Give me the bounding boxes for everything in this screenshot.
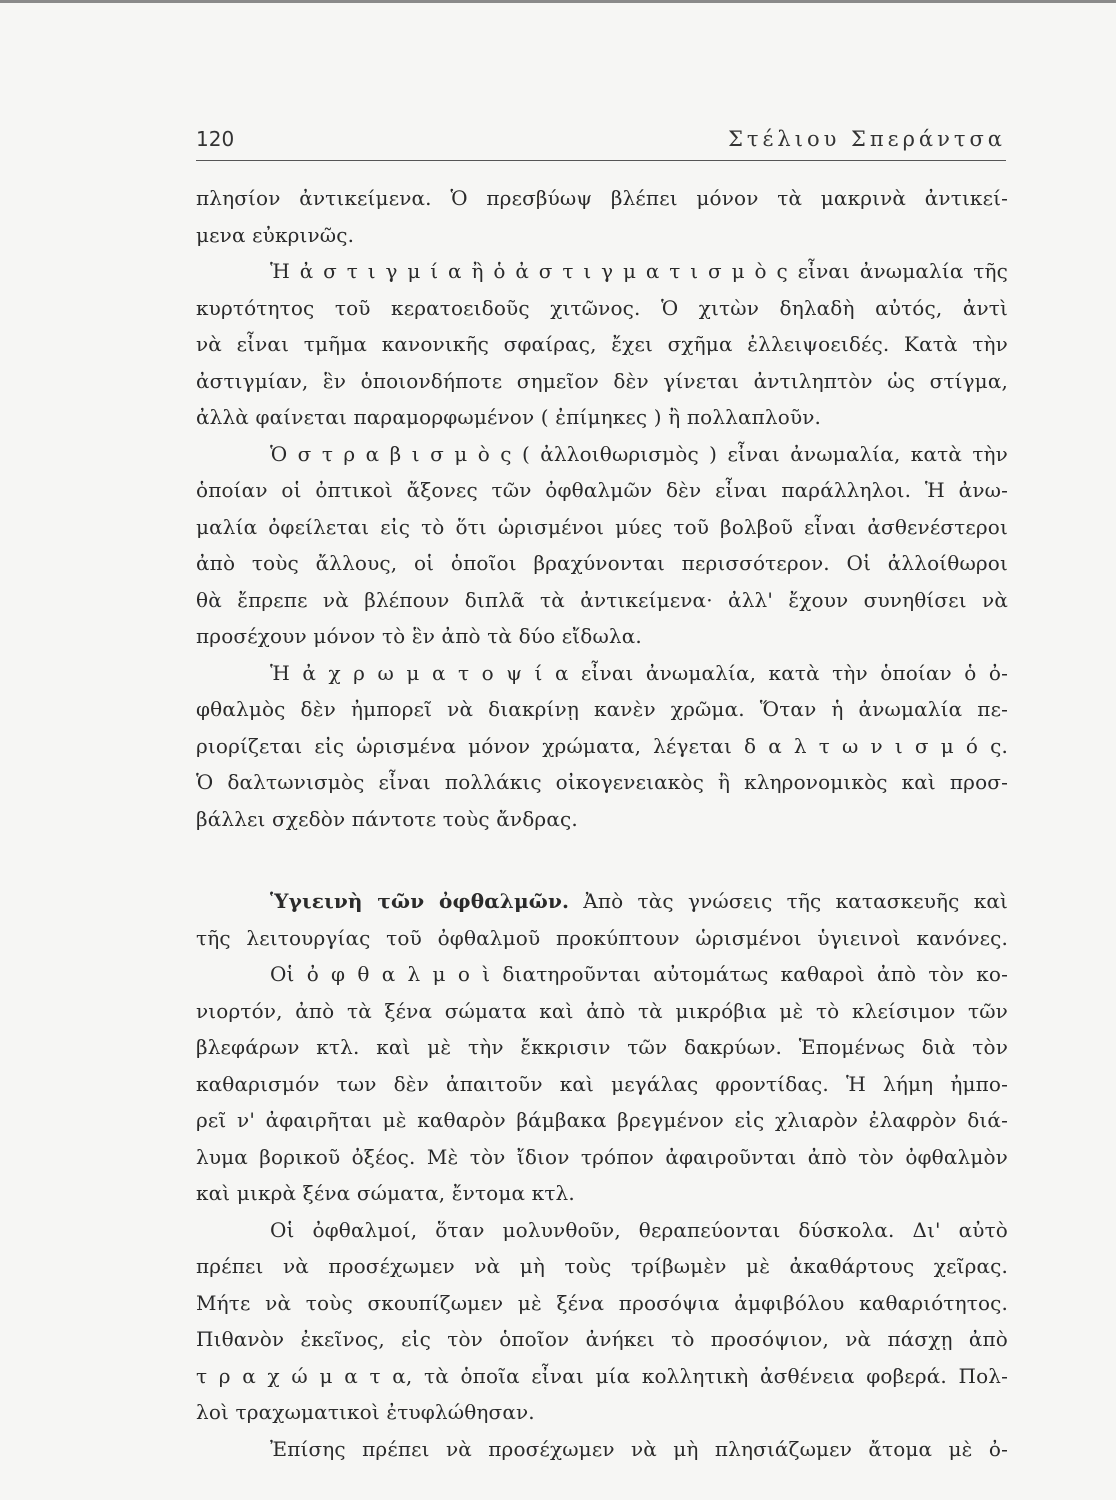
text-line: Πιθανὸν ἐκεῖνος, εἰς τὸν ὁποῖον ἀνήκει τὸ προσόψιον, νὰ πάσχῃ ἀπὸ (196, 1327, 1008, 1351)
text-line: Ἐπίσης πρέπει νὰ προσέχωμεν νὰ μὴ πλησιάζωμεν ἄτομα μὲ ὀ- (270, 1436, 1008, 1461)
text-line: φθαλμὸς δὲν ἠμπορεῖ νὰ διακρίνῃ κανὲν χρῶμα. Ὅταν ἡ ἀνωμαλία πε- (196, 697, 1008, 721)
section-heading-rest: Ἀπὸ τὰς γνώσεις τῆς κατασκευῆς καὶ (569, 889, 1008, 913)
text-line: Οἱ ὀ φ θ α λ μ ο ὶ διατηροῦνται αὐτομάτως καθαροὶ ἀπὸ τὸν κο- (270, 962, 1008, 986)
text-line: ριορίζεται εἰς ὡρισμένα μόνον χρώματα, λέγεται δ α λ τ ω ν ι σ μ ό ς. (196, 733, 1008, 758)
header-rule (196, 160, 1006, 161)
text-line: λοὶ τραχωματικοὶ ἐτυφλώθησαν. (196, 1400, 535, 1424)
text-line: νὰ εἶναι τμῆμα κανονικῆς σφαίρας, ἔχει σχῆμα ἐλλειψοειδές. Κατὰ τὴν (196, 332, 1008, 356)
text-line: καὶ μικρὰ ξένα σώματα, ἔντομα κτλ. (196, 1181, 575, 1205)
text-line: Μήτε νὰ τοὺς σκουπίζωμεν μὲ ξένα προσόψια ἀμφιβόλου καθαριότητος. (196, 1290, 1008, 1315)
text-line: κυρτότητος τοῦ κερατοειδοῦς χιτῶνος. Ὁ χιτὼν δηλαδὴ αὐτός, ἀντὶ (196, 295, 1008, 320)
text-line: προσέχουν μόνον τὸ ἓν ἀπὸ τὰ δύο εἴδωλα. (196, 624, 642, 648)
section-gap (196, 837, 1008, 883)
text-line: μενα εὐκρινῶς. (196, 222, 355, 247)
body-text (196, 180, 1008, 1467)
text-line: Ἡ ἀ χ ρ ω μ α τ ο ψ ί α εἶναι ἀνωμαλία, κατὰ τὴν ὁποίαν ὁ ὀ- (270, 660, 1008, 685)
text-line: βάλλει σχεδὸν πάντοτε τοὺς ἄνδρας. (196, 806, 578, 831)
text-line: Ἡ ἀ σ τ ι γ μ ί α ἢ ὁ ἀ σ τ ι γ μ α τ ι σ μ ὸ ς εἶναι ἀνωμαλία τῆς (270, 259, 1008, 283)
text-line: νιορτόν, ἀπὸ τὰ ξένα σώματα καὶ ἀπὸ τὰ μικρόβια μὲ τὸ κλείσιμον τῶν (196, 998, 1008, 1023)
text-line: ἀστιγμίαν, ἓν ὁποιονδήποτε σημεῖον δὲν γίνεται ἀντιληπτὸν ὡς στίγμα, (196, 368, 1008, 393)
text-line: πρέπει νὰ προσέχωμεν νὰ μὴ τοὺς τρίβωμὲν μὲ ἀκαθάρτους χεῖρας. (196, 1254, 1008, 1278)
text-line: ἀλλὰ φαίνεται παραμορφωμένον ( ἐπίμηκες ) ἢ πολλαπλοῦν. (196, 405, 822, 429)
running-title: Στέλιου Σπεράντσα (728, 127, 1006, 151)
text-line: βλεφάρων κτλ. καὶ μὲ τὴν ἔκκρισιν τῶν δακρύων. Ἑπομένως διὰ τὸν (196, 1035, 1008, 1059)
running-head (196, 127, 1006, 157)
text-line: πλησίον ἀντικείμενα. Ὁ πρεσβύωψ βλέπει μόνον τὰ μακρινὰ ἀντικεί- (196, 186, 1008, 210)
text-line: Ὁ δαλτωνισμὸς εἶναι πολλάκις οἰκογενειακὸς ἢ κληρονομικὸς καὶ προσ- (196, 770, 1008, 794)
page-number: 120 (196, 127, 235, 151)
text-line: τῆς λειτουργίας τοῦ ὀφθαλμοῦ προκύπτουν ὡρισμένοι ὑγιεινοὶ κανόνες. (196, 925, 1008, 950)
text-line: λυμα βορικοῦ ὀξέος. Μὲ τὸν ἴδιον τρόπον ἀφαιροῦνται ἀπὸ τὸν ὀφθαλμὸν (196, 1144, 1008, 1169)
text-line: τ ρ α χ ώ μ α τ α, τὰ ὁποῖα εἶναι μία κολλητικὴ ἀσθένεια φοβερά. Πολ- (196, 1363, 1008, 1388)
text-line: καθαρισμόν των δὲν ἀπαιτοῦν καὶ μεγάλας φροντίδας. Ἡ λήμη ἠμπο- (196, 1071, 1008, 1096)
text-line: θὰ ἔπρεπε νὰ βλέπουν διπλᾶ τὰ ἀντικείμενα· ἀλλ' ἔχουν συνηθίσει νὰ (196, 587, 1008, 612)
page-top-edge (0, 0, 1116, 3)
text-line: ὁποίαν οἱ ὀπτικοὶ ἄξονες τῶν ὀφθαλμῶν δὲν εἶναι παράλληλοι. Ἡ ἀνω- (196, 478, 1008, 502)
text-line: ρεῖ ν' ἀφαιρῆται μὲ καθαρὸν βάμβακα βρεγμένον εἰς χλιαρὸν ἐλαφρὸν διά- (196, 1108, 1008, 1132)
text-line: μαλία ὀφείλεται εἰς τὸ ὅτι ὡρισμένοι μύες τοῦ βολβοῦ εἶναι ἀσθενέστεροι (196, 514, 1008, 539)
section-heading: Ὑγιεινὴ τῶν ὀφθαλμῶν. (270, 889, 570, 913)
section-heading-line (196, 883, 1008, 920)
text-line: Ὁ σ τ ρ α β ι σ μ ὸ ς ( ἀλλοιθωρισμὸς ) εἶναι ἀνωμαλία, κατὰ τὴν (270, 441, 1008, 466)
text-line: Οἱ ὀφθαλμοί, ὅταν μολυνθοῦν, θεραπεύονται δύσκολα. Δι' αὐτὸ (270, 1217, 1008, 1242)
text-line: ἀπὸ τοὺς ἄλλους, οἱ ὁποῖοι βραχύνονται περισσότερον. Οἱ ἀλλοίθωροι (196, 551, 1008, 575)
